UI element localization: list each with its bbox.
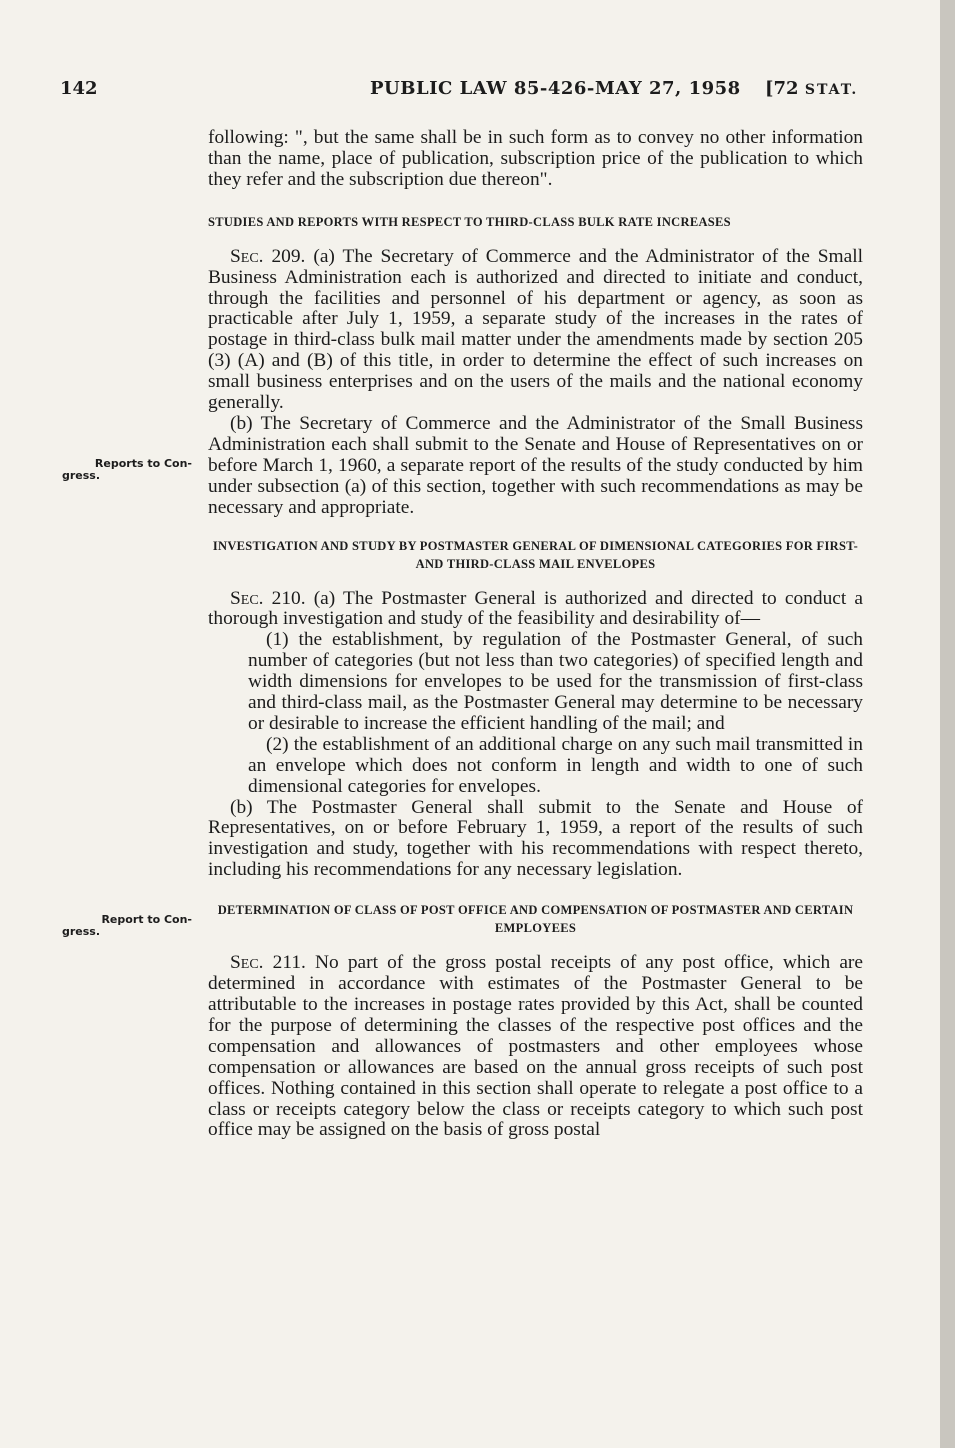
margin-note-report (62, 914, 202, 938)
statute-reference (765, 78, 858, 99)
margin-note-line: gress. (62, 469, 101, 482)
running-title: PUBLIC LAW 85-426-MAY 27, 1958 (370, 78, 741, 99)
sec-210-a-text: (a) The Postmaster General is authorized and directed to conduct a thorough investigation and study of the feasibility and desirability of— (208, 587, 863, 630)
section-heading-211: DETERMINATION OF CLASS OF POST OFFICE AND COMPENSATION OF POSTMASTER AND CERTAIN EMPLOYEES (217, 903, 854, 936)
section-heading-209: STUDIES AND REPORTS WITH RESPECT TO THIRD-CLASS BULK RATE INCREASES (208, 214, 731, 229)
sec-210-item-1: (1) the establishment, by regulation of the Postmaster General, of such number of categories (but not less than two categories) of specified length and width dimensions for envelopes to be used for the transmission of first-class and third-class mail, as the Postmaster General may determine to be necessary or desirable to increase the efficient handling of the mail; and (248, 629, 863, 734)
sec-211 (208, 953, 863, 1141)
document-body (208, 128, 863, 1141)
margin-note-reports (62, 458, 202, 482)
page-edge (940, 0, 955, 1448)
margin-note-line: Reports to Con- (94, 457, 192, 470)
section-heading-210: INVESTIGATION AND STUDY BY POSTMASTER GENERAL OF DIMENSIONAL CATEGORIES FOR FIRST- AND THIRD-CLASS MAIL ENVELOPES (212, 538, 859, 571)
section-label: Sec. 209. (230, 245, 306, 267)
sec-210-items (208, 630, 863, 797)
sec-209-a (208, 247, 863, 414)
statute-label: STAT. (804, 82, 859, 98)
statute-prefix: [72 (765, 78, 805, 99)
sec-210-a (208, 589, 863, 631)
section-label: Sec. 210. (230, 587, 306, 609)
page-header (60, 78, 860, 102)
sec-210-b: (b) The Postmaster General shall submit to the Senate and House of Representatives, on or before February 1, 1959, a report of the results of such investigation and study, together with his recommendations with respect thereto, including his recommendations for any necessary legislation. (208, 796, 863, 881)
sec-209-b: (b) The Secretary of Commerce and the Administrator of the Small Business Administration each shall submit to the Senate and House of Representatives on or before March 1, 1960, a separate report of the results of the study conducted by him under subsection (a) of this section, together with such recommendations as may be necessary and appropriate. (208, 412, 863, 518)
margin-note-line: Report to Con- (101, 913, 192, 926)
sec-211-text: No part of the gross postal receipts of any post office, which are determined in accordance with estimates of the Postmaster General to be attributable to the increases in postage rates provided by this Act, shall be counted for the purpose of determining the classes of the respective post offices and the compensation and allowances of postmasters and other employees whose compensation or allowances are based on the annual gross receipts of such post offices. Nothing contained in this section shall operate to relegate a post office to a class or receipts category below the class or receipts category to which such post office may be assigned on the basis of gross postal (208, 952, 863, 1141)
intro-paragraph: following: ", but the same shall be in such form as to convey no other information than the name, place of publication, subscription price of the publication to which they refer and the subscription due thereon". (208, 127, 863, 190)
margin-note-line: gress. (62, 925, 101, 938)
page-number: 142 (60, 78, 98, 99)
section-label: Sec. 211. (230, 952, 306, 974)
sec-209-a-text: (a) The Secretary of Commerce and the Administrator of the Small Business Administration each is authorized and directed to initiate and conduct, through the facilities and personnel of his department or agency, as soon as practicable after July 1, 1959, a separate study of the increases in the rates of postage in third-class bulk mail matter under the amendments made by section 205 (3) (A) and (B) of this title, in order to determine the effect of such increases on small business enterprises and on the users of the mails and the national economy generally. (208, 245, 864, 414)
sec-210-item-2: (2) the establishment of an additional charge on any such mail transmitted in an envelope which does not conform in length and width to one of such dimensional categories for envelopes. (248, 733, 863, 797)
